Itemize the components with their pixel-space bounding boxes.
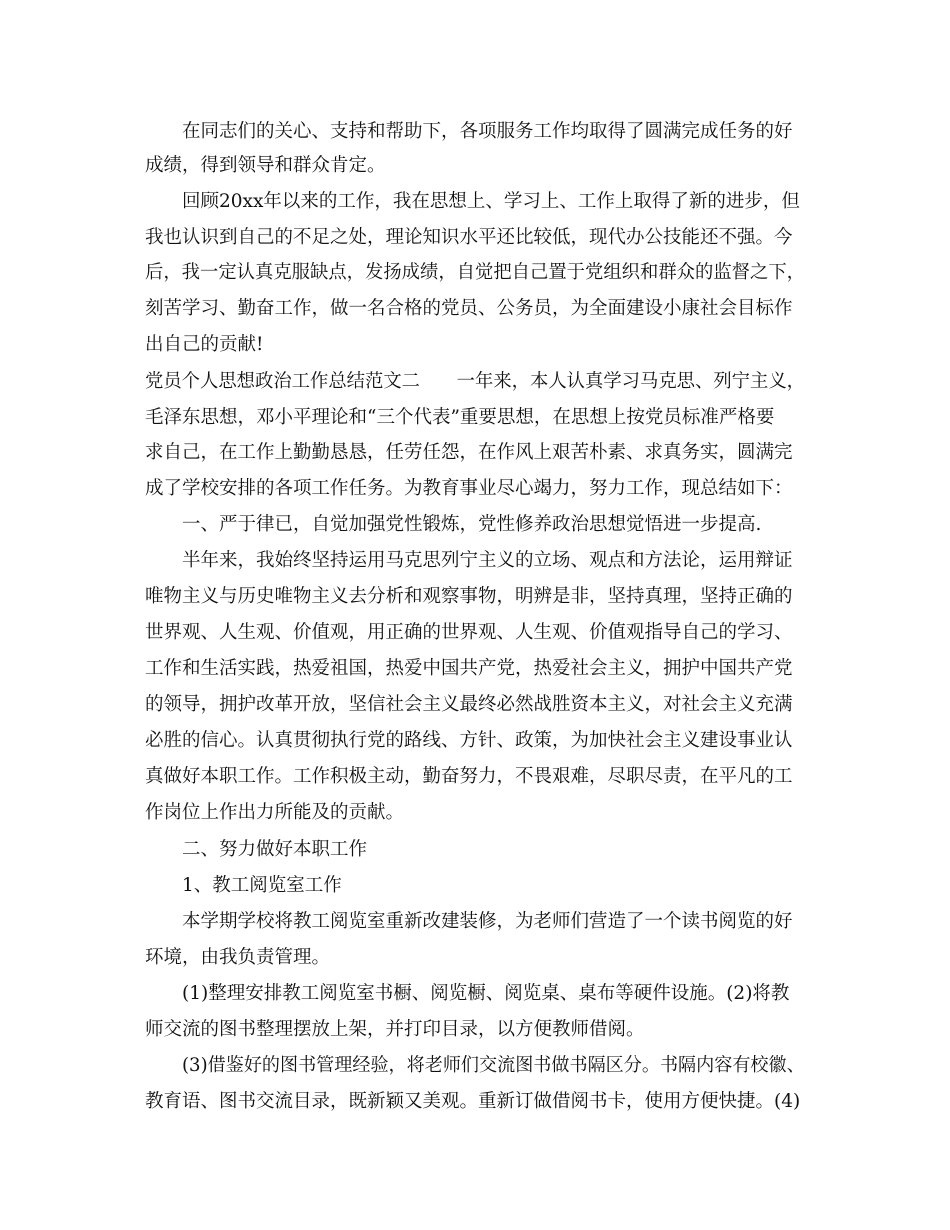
text-line: 刻苦学习、勤奋工作，做一名合格的党员、公务员，为全面建设小康社会目标作 — [145, 298, 793, 319]
text-line: 真做好本职工作。工作积极主动，勤奋努力，不畏艰难，尽职尽责，在平凡的工 — [145, 766, 793, 787]
text-line: 环境，由我负责管理。 — [145, 947, 331, 968]
text-line: 唯物主义与历史唯物主义去分析和观察事物，明辨是非，坚持真理，坚持正确的 — [145, 586, 793, 607]
text-line: 的领导，拥护改革开放，坚信社会主义最终必然战胜资本主义，对社会主义充满 — [145, 694, 793, 715]
text-line: 世界观、人生观、价值观，用正确的世界观、人生观、价值观指导自己的学习、 — [145, 622, 793, 643]
text-line: 出自己的贡献! — [145, 334, 264, 355]
text-line: 回顾20xx年以来的工作，我在思想上、学习上、工作上取得了新的进步，但 — [182, 191, 800, 212]
text-line: 党员个人思想政治工作总结范文二 一年来，本人认真学习马克思、列宁主义， — [145, 371, 806, 392]
text-line: 成了学校安排的各项工作任务。为教育事业尽心竭力，努力工作，现总结如下： — [145, 478, 793, 499]
text-line: (3)借鉴好的图书管理经验，将老师们交流图书做书隔区分。书隔内容有校徽、 — [182, 1055, 805, 1076]
section-heading: 二、努力做好本职工作 — [182, 839, 368, 860]
text-line: 本学期学校将教工阅览室重新改建装修，为老师们营造了一个读书阅览的好 — [182, 911, 793, 932]
text-line: 工作和生活实践，热爱祖国，热爱中国共产党，热爱社会主义，拥护中国共产党 — [145, 658, 793, 679]
text-line: 在同志们的关心、支持和帮助下，各项服务工作均取得了圆满完成任务的好 — [182, 121, 793, 142]
text-line: 毛泽东思想，邓小平理论和“三个代表”重要思想，在思想上按党员标准严格要 — [145, 407, 775, 428]
text-line: (1)整理安排教工阅览室书橱、阅览橱、阅览桌、桌布等硬件设施。(2)将教 — [182, 983, 790, 1004]
text-line: 必胜的信心。认真贯彻执行党的路线、方针、政策，为加快社会主义建设事业认 — [145, 730, 793, 751]
text-line: 半年来，我始终坚持运用马克思列宁主义的立场、观点和方法论，运用辩证 — [182, 550, 793, 571]
text-line: 作岗位上作出力所能及的贡献。 — [145, 802, 405, 823]
text-line: 一、严于律已，自觉加强党性锻炼，党性修养政治思想觉悟进一步提高. — [182, 514, 762, 535]
text-line: 我也认识到自己的不足之处，理论知识水平还比较低，现代办公技能还不强。今 — [145, 227, 793, 248]
text-line: 求自己，在工作上勤勤恳恳，任劳任怨，在作风上艰苦朴素、求真务实，圆满完 — [145, 442, 793, 463]
text-line: 教育语、图书交流目录，既新颖又美观。重新订做借阅书卡，使用方便快捷。(4) — [145, 1091, 801, 1112]
text-line: 后，我一定认真克服缺点，发扬成绩，自觉把自己置于党组织和群众的监督之下， — [145, 262, 806, 283]
text-line: 师交流的图书整理摆放上架，并打印目录，以方便教师借阅。 — [145, 1019, 645, 1040]
subsection-heading: 1、教工阅览室工作 — [182, 875, 342, 896]
text-line: 成绩，得到领导和群众肯定。 — [145, 155, 386, 176]
